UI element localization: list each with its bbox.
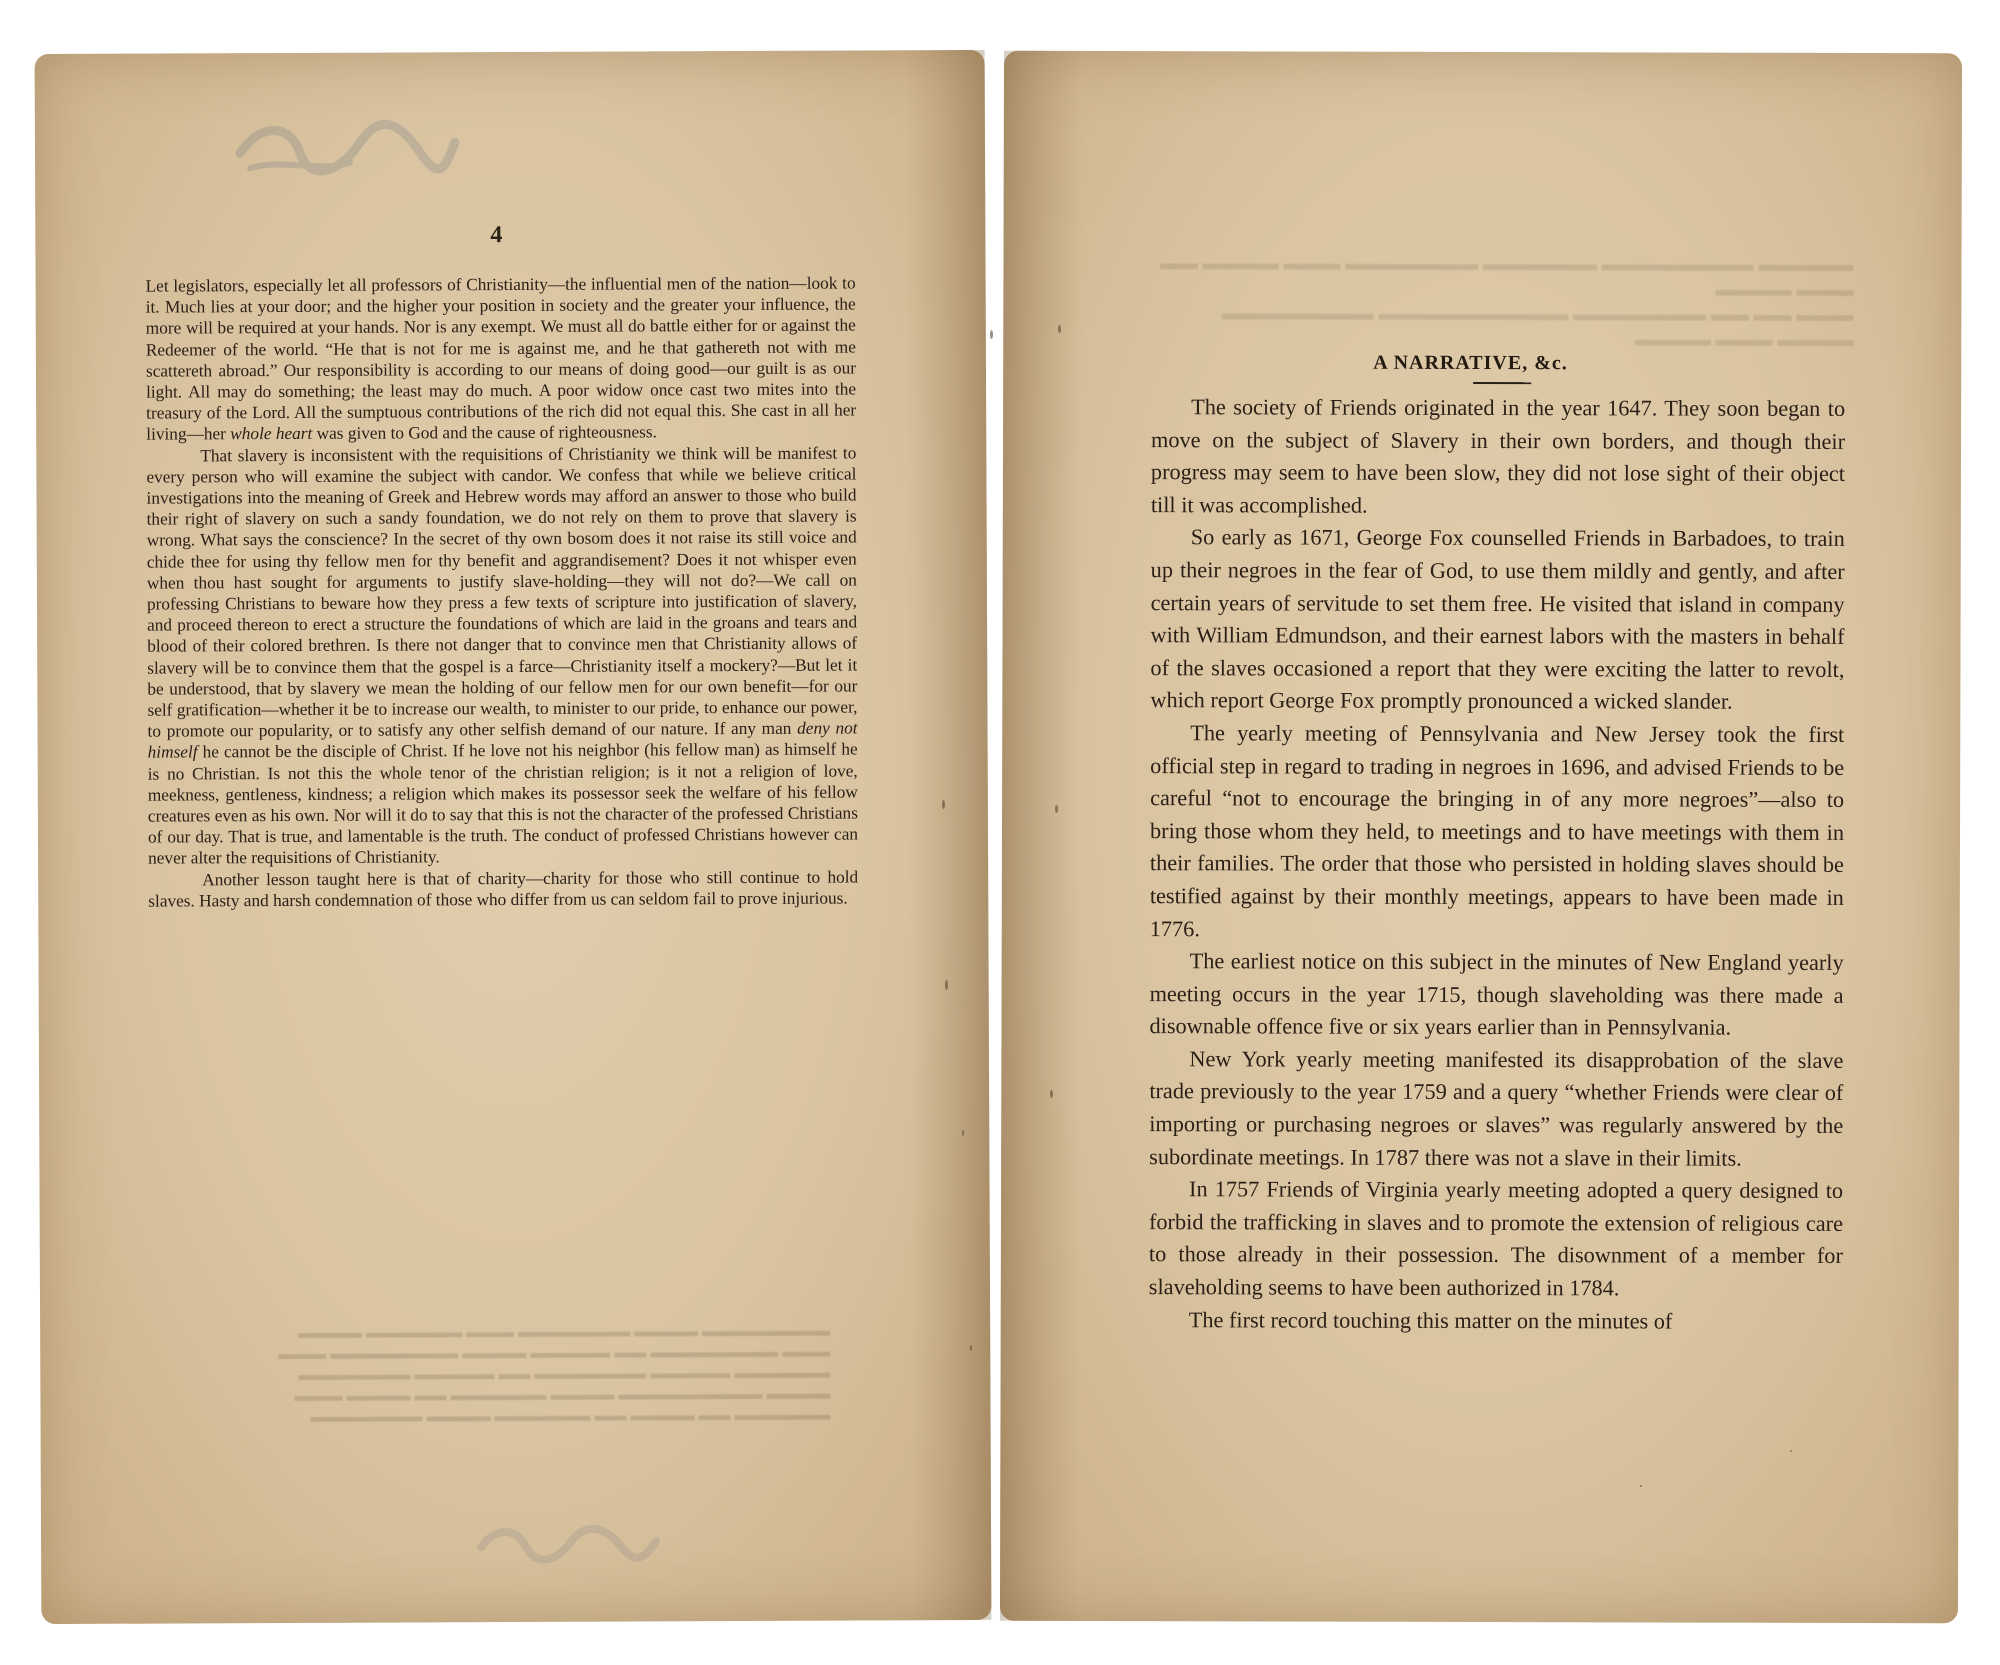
italic-text: whole heart xyxy=(230,424,313,444)
right-paragraph: So early as 1671, George Fox counselled Friends in Barbadoes, to train up their negroes in the fear of God, to use them mildly and gently, and after certain years of servitude to set them free. He visited that island in company with William Edmundson, and their earnest labors with the masters in behalf of the slaves occasioned a report that they were exciting the latter to revolt, which report George Fox promptly pronounced a wicked slander. xyxy=(1150,524,1845,715)
faded-library-mark xyxy=(471,1511,661,1572)
right-paragraph: The earliest notice on this subject in the minutes of New England yearly meeting occurs in the year 1715, though slaveholding was there made a disownable offence five or six years earlier than in Pennsylvania. xyxy=(1149,948,1844,1040)
right-page-body xyxy=(1149,391,1845,1338)
show-through-text: ▬▬▬▬▬▬▬▬ ▬▬▬▬ ▬▬▬▬▬▬▬ ▬▬▬ ▬▬▬▬▬▬ ▬▬▬▬ ▬▬▬ ▬▬▬▬▬▬▬▬ ▬▬ ▬▬▬▬▬ ▬▬▬▬ ▬▬▬▬▬▬▬▬ ▬▬▬ ▬▬▬▬▬▬ ▬▬▬▬▬ ▬▬▬▬▬▬▬ ▬▬ ▬▬▬▬▬ ▬▬▬▬▬▬▬ ▬▬▬▬ ▬▬▬▬▬▬▬▬▬ ▬▬▬▬ ▬▬▬▬▬▬ ▬▬ ▬▬▬▬ ▬▬▬ ▬▬▬▬▬▬ ▬▬ ▬▬▬▬ ▬▬ ▬▬▬▬▬▬ ▬▬▬▬ ▬▬▬▬▬▬▬ xyxy=(278,1322,831,1426)
right-paragraph: New York yearly meeting manifested its disapprobation of the slave trade previously to the year 1759 and a query “whether Friends were clear of importing or purchasing negroes or slaves” was regularly answered by the subordinate meetings. In 1787 there was not a slave in their limits. xyxy=(1149,1046,1844,1171)
page-number: 4 xyxy=(490,222,503,249)
faded-library-stamp xyxy=(230,112,460,183)
text-segment: Let legislators, especially let all professors of Christianity—the influential men of the nation—look to it. Much lies at your door; and the higher your position in society and the greater your influence, the more will be required at your hands. Nor is any exempt. We must all do battle either for or against the Redeemer of the world. “He that is not for me is against me, and he that gathereth not with me scattereth abroad.” Our responsibility is according to our means of doing good—our guilt is as our light. All may do something; the least may do much. A poor widow once cast two mites into the treasury of the Lord. All the sumptuous contributions of the rich did not equal this. She cast in all her living—her xyxy=(145,273,857,445)
gutter-shadow xyxy=(905,50,992,1620)
text-segment: was given to God and the cause of righteousness. xyxy=(312,422,657,444)
gutter-shadow xyxy=(1000,51,1084,1621)
text-segment: That slavery is inconsistent with the requisitions of Christianity we think will be manifest to every person who will examine the subject with candor. We confess that while we believe critical investigations into the meaning of Greek and Hebrew words may afford an answer to those who build their right of slavery on such a sandy foundation, we do not rely on them to prove that slavery is wrong. What says the conscience? In the secret of thy own bosom does it not raise its still voice and chide thee for using thy fellow men for thy benefit and aggrandisement? Does it not whisper even when thou hast sought for arguments to justify slave-holding—they will not do?—We call on professing Christians to beware how they press a few texts of scripture into justification of slavery, and proceed thereon to erect a structure the foundations of which are laid in the groans and tears and blood of their colored brethren. Is there not danger that to convince men that Christianity allows of slavery will be to convince them that the gospel is a farce—Christianity itself a mockery?—But let it be understood, that by slavery we mean the holding of our fellow men for our own benefit—for our self gratification—whether it be to increase our wealth, to minister to our pride, to enhance our power, to promote our popularity, or to satisfy any other selfish demand of our nature. If any man xyxy=(146,443,858,741)
right-paragraph: The first record touching this matter on the minutes of xyxy=(1188,1306,1673,1334)
left-paragraph xyxy=(146,273,857,446)
left-paragraph xyxy=(148,866,858,912)
chapter-heading: A NARRATIVE, &c. xyxy=(1373,351,1568,375)
text-segment: he cannot be the disciple of Christ. If he love not his neighbor (his fellow man) as himself he is no Christian. Is not this the whole tenor of the christian religion; is it not a religion of love, meekness, gentleness, kindness; a religion which makes its possessor seek the welfare of his fellow creatures even as his own. Nor will it do to say that this is not the character of the professed Christians of our day. That is true, and lamentable is the truth. The conduct of professed Christians however can never alter the requisitions of Christianity. xyxy=(147,739,859,869)
show-through-text: ▬▬▬▬▬ ▬▬▬▬▬▬▬▬ ▬▬▬▬▬▬ ▬▬▬▬▬▬▬ ▬▬▬ ▬▬▬▬ ▬▬ ▬▬▬ ▬▬▬▬ ▬▬▬ ▬▬ ▬▬ ▬▬▬▬▬▬▬ ▬▬▬▬▬▬▬▬▬▬ ▬▬▬▬▬▬▬▬ ▬▬▬▬ ▬▬▬ ▬▬▬▬ xyxy=(1159,253,1854,351)
heading-rule xyxy=(1473,382,1531,384)
left-paragraph xyxy=(146,442,858,869)
right-paragraph: The society of Friends originated in the year 1647. They soon began to move on the subject of Slavery in their own borders, and though their progress may seem to have been slow, they did not lose sight of their object till it was accomplished. xyxy=(1150,394,1846,518)
left-page-body xyxy=(146,273,859,912)
right-page xyxy=(1000,51,1962,1624)
right-paragraph: In 1757 Friends of Virginia yearly meeting adopted a query designed to forbid the trafficking in slaves and to promote the extension of religious care to those already in their possession. The disownment of a member for slaveholding seems to have been authorized in 1784. xyxy=(1148,1176,1844,1301)
text-segment: Another lesson taught here is that of charity—charity for those who still continue to hold slaves. Hasty and harsh condemnation of those who differ from us can seldom fail to prove injurious. xyxy=(148,867,859,911)
left-page xyxy=(35,50,992,1624)
right-paragraph: The yearly meeting of Pennsylvania and New Jersey took the first official step in regard to trading in negroes in 1696, and advised Friends to be careful “not to encourage the bringing in of any more negroes”—also to bring those whom they held, to meetings and to have meetings with them in their families. The order that those who persisted in holding slaves should be testified against by their monthly meetings, appears to have been made in 1776. xyxy=(1149,720,1845,941)
italic-text: deny not himself xyxy=(147,718,858,763)
